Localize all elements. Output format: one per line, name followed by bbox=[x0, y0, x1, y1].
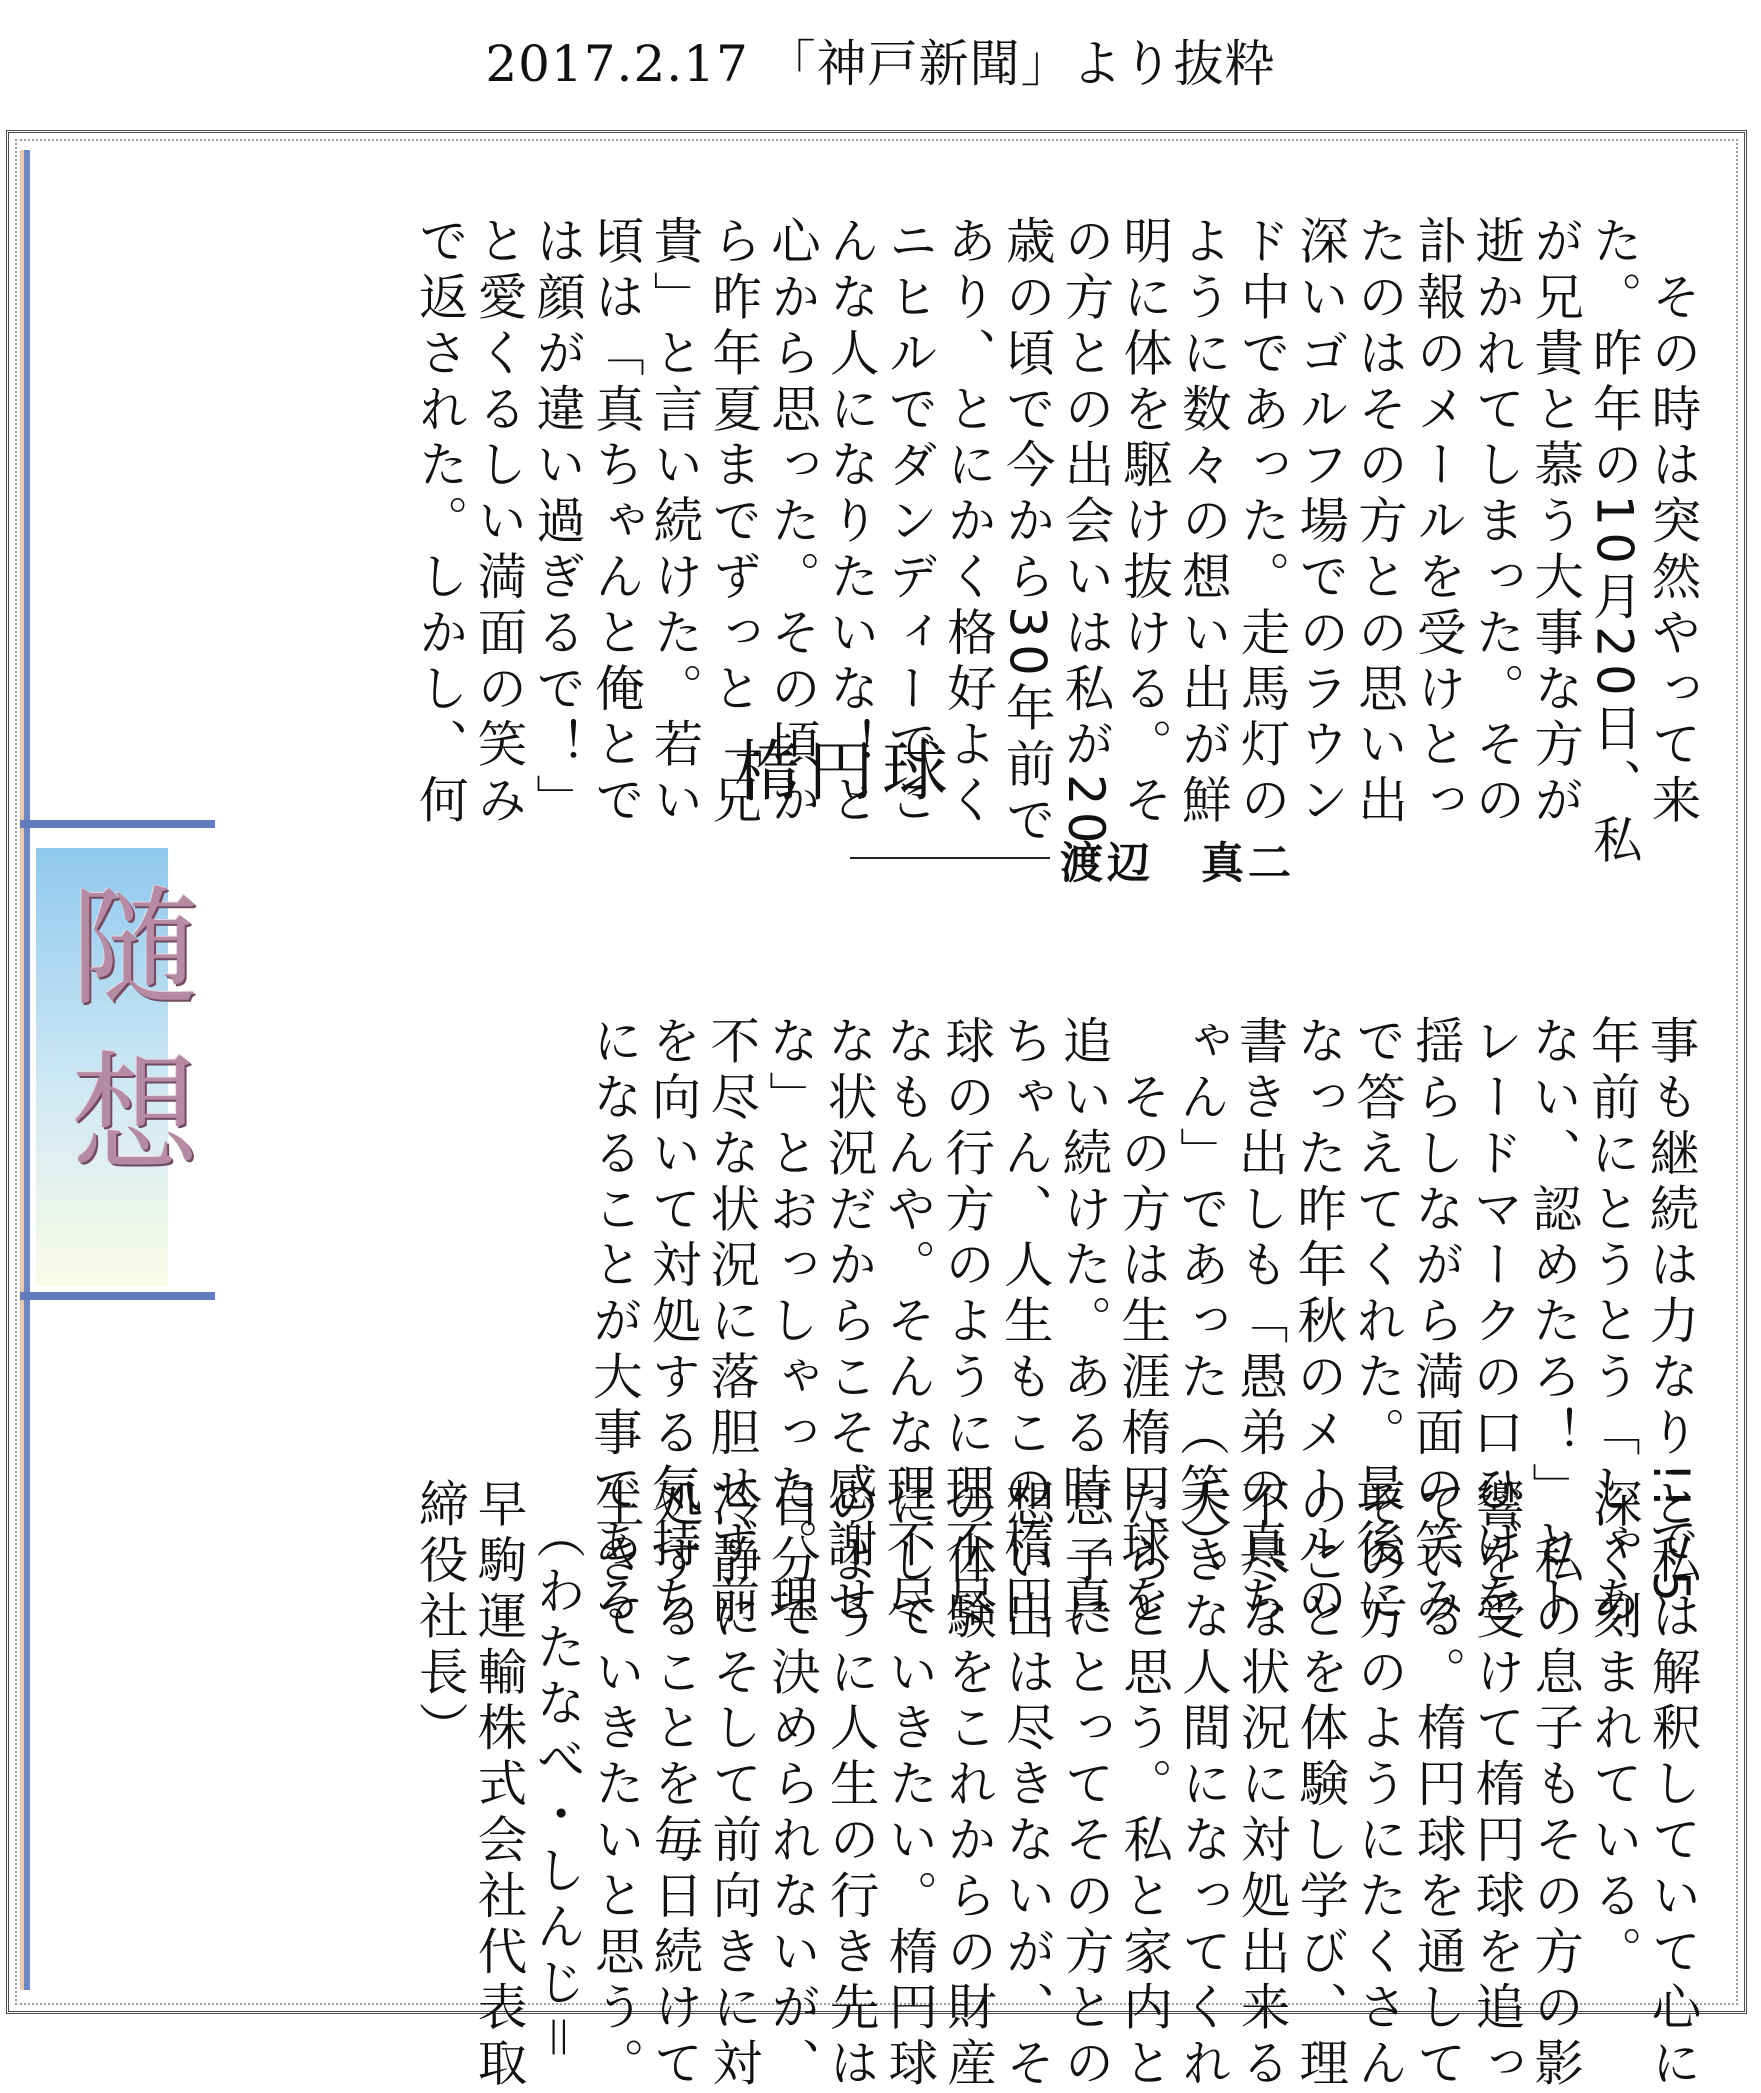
article-line: その方のようにたくさん bbox=[1350, 1478, 1409, 2093]
article-line: で返された。しかし、何 bbox=[411, 215, 470, 830]
article-body-block-3 bbox=[82, 1478, 1702, 2093]
article-line: た。昨年の10月20日、私 bbox=[1585, 215, 1644, 870]
page-header: 2017.2.17 「神戸新聞」より抜粋 bbox=[485, 35, 1276, 93]
article-line: 年前にとうとう「しゃあ bbox=[1583, 1015, 1642, 1630]
article-line: の方との出会いは私が20 bbox=[1056, 215, 1115, 850]
article-line: 貴」と言い続けた。若い bbox=[646, 215, 705, 830]
article-line: 冷静にそして前向きに対 bbox=[704, 1478, 763, 2093]
article-line: 球の行方のように理不尽 bbox=[937, 1015, 996, 1630]
article-line: で答えてくれた。最後に bbox=[1348, 1015, 1407, 1630]
article-line: 処することを毎日続けて bbox=[646, 1478, 705, 2093]
article-line: にしていきたい。楕円球 bbox=[880, 1478, 939, 2093]
article-line: ように数々の想い出が鮮 bbox=[1174, 215, 1233, 830]
article-line: ド中であった。走馬灯の bbox=[1233, 215, 1292, 830]
article-line: 深いゴルフ場でのラウン bbox=[1291, 215, 1350, 830]
article-line: ら昨年夏までずっと「兄 bbox=[704, 215, 763, 830]
article-line: と愛くるしい満面の笑み bbox=[469, 215, 528, 830]
column-label: 随想 bbox=[49, 880, 198, 1212]
article-line: 大きな人間になってくれ bbox=[1174, 1478, 1233, 2093]
article-line: 自分で決められないが、 bbox=[763, 1478, 822, 2093]
article-line: 明に体を駆け抜ける。そ bbox=[1115, 215, 1174, 830]
article-line: なった昨年秋のメールの bbox=[1289, 1015, 1348, 1630]
article-line: ニヒルでダンディーでこ bbox=[880, 215, 939, 830]
article-title: 楕円球 bbox=[734, 733, 956, 810]
article-line: の体験をこれからの財産 bbox=[939, 1478, 998, 2093]
article-line: のように人生の行き先は bbox=[822, 1478, 881, 2093]
article-line: 逝かれてしまった。その bbox=[1467, 215, 1526, 830]
article-line: ゃん」であった（笑）。 bbox=[1172, 1015, 1231, 1606]
article-line: 訃報のメールを受けとっ bbox=[1409, 215, 1468, 830]
article-line: 頃は「真ちゃんと俺とで bbox=[587, 215, 646, 830]
article-line: 生きていきたいと思う。 bbox=[587, 1478, 646, 2093]
article-line: レードマークの口ひげを bbox=[1465, 1015, 1524, 1630]
article-line: になることが大事である bbox=[585, 1015, 644, 1630]
article-line: 私の息子もその方の影 bbox=[1526, 1478, 1585, 2093]
article-line: が兄貴と慕う大事な方が bbox=[1526, 215, 1585, 830]
article-author: 渡辺 真二 bbox=[1060, 839, 1295, 889]
article-line: 事も継続は力なり!!で5 bbox=[1642, 1015, 1700, 1609]
column-rail-arm-top bbox=[20, 820, 215, 828]
article-line: は顔が違い過ぎるで！」 bbox=[528, 215, 587, 830]
article-line: を向いて対処する気持ち bbox=[644, 1015, 703, 1630]
article-line: ちゃん、人生もこの楕円 bbox=[996, 1015, 1055, 1630]
article-line: 響を受けて楕円球を追っ bbox=[1467, 1478, 1526, 2093]
article-line: その方は生涯楕円球を bbox=[1113, 1015, 1172, 1630]
article-line: 揺らしながら満面の笑み bbox=[1407, 1015, 1466, 1630]
article-line: ている。楕円球を通して bbox=[1409, 1478, 1468, 2093]
article-line: 息子にとってその方との bbox=[1056, 1478, 1115, 2093]
article-line: 想い出は尽きないが、そ bbox=[998, 1478, 1057, 2093]
article-line: なもんや。そんな理不尽 bbox=[878, 1015, 937, 1630]
article-line: たらと思う。私と家内と bbox=[1115, 1478, 1174, 2093]
byline-rule bbox=[850, 857, 1050, 859]
article-line: と私は解釈していて心に bbox=[1644, 1478, 1702, 2093]
article-line: 書き出しも「愚弟の真ち bbox=[1231, 1015, 1290, 1630]
article-line: 追い続けた。ある時「真 bbox=[1054, 1015, 1113, 1630]
article-line: 締役社長） bbox=[411, 1478, 470, 1758]
article-line: ない、認めたろ！」とト bbox=[1524, 1015, 1583, 1630]
article-line: な状況だからこそ感謝せ bbox=[820, 1015, 879, 1630]
article-line: 早駒運輸株式会社代表取 bbox=[469, 1478, 528, 2093]
article-line: その時は突然やって来 bbox=[1644, 215, 1702, 830]
article-line: あり、とにかく格好よく bbox=[939, 215, 998, 830]
article-line: たのはその方との思い出 bbox=[1350, 215, 1409, 830]
article-line: のことを体験し学び、理 bbox=[1291, 1478, 1350, 2093]
article-line: 不尽な状況に対処出来る bbox=[1233, 1478, 1292, 2093]
article-line: 深く刻まれている。 bbox=[1585, 1478, 1644, 1982]
article-line: （わたなべ・しんじ＝ bbox=[528, 1478, 587, 2069]
article-line: な」とおっしゃった。理 bbox=[761, 1015, 820, 1630]
article-line: 歳の頃で今から30年前で bbox=[998, 215, 1057, 850]
article-line: んな人になりたいな！と bbox=[822, 215, 881, 830]
column-rail bbox=[20, 150, 30, 1990]
column-rail-arm-bottom bbox=[20, 1292, 215, 1300]
article-line: 不尽な状況に落胆せず前 bbox=[702, 1015, 761, 1630]
article-line: 心から思った。その頃か bbox=[763, 215, 822, 830]
